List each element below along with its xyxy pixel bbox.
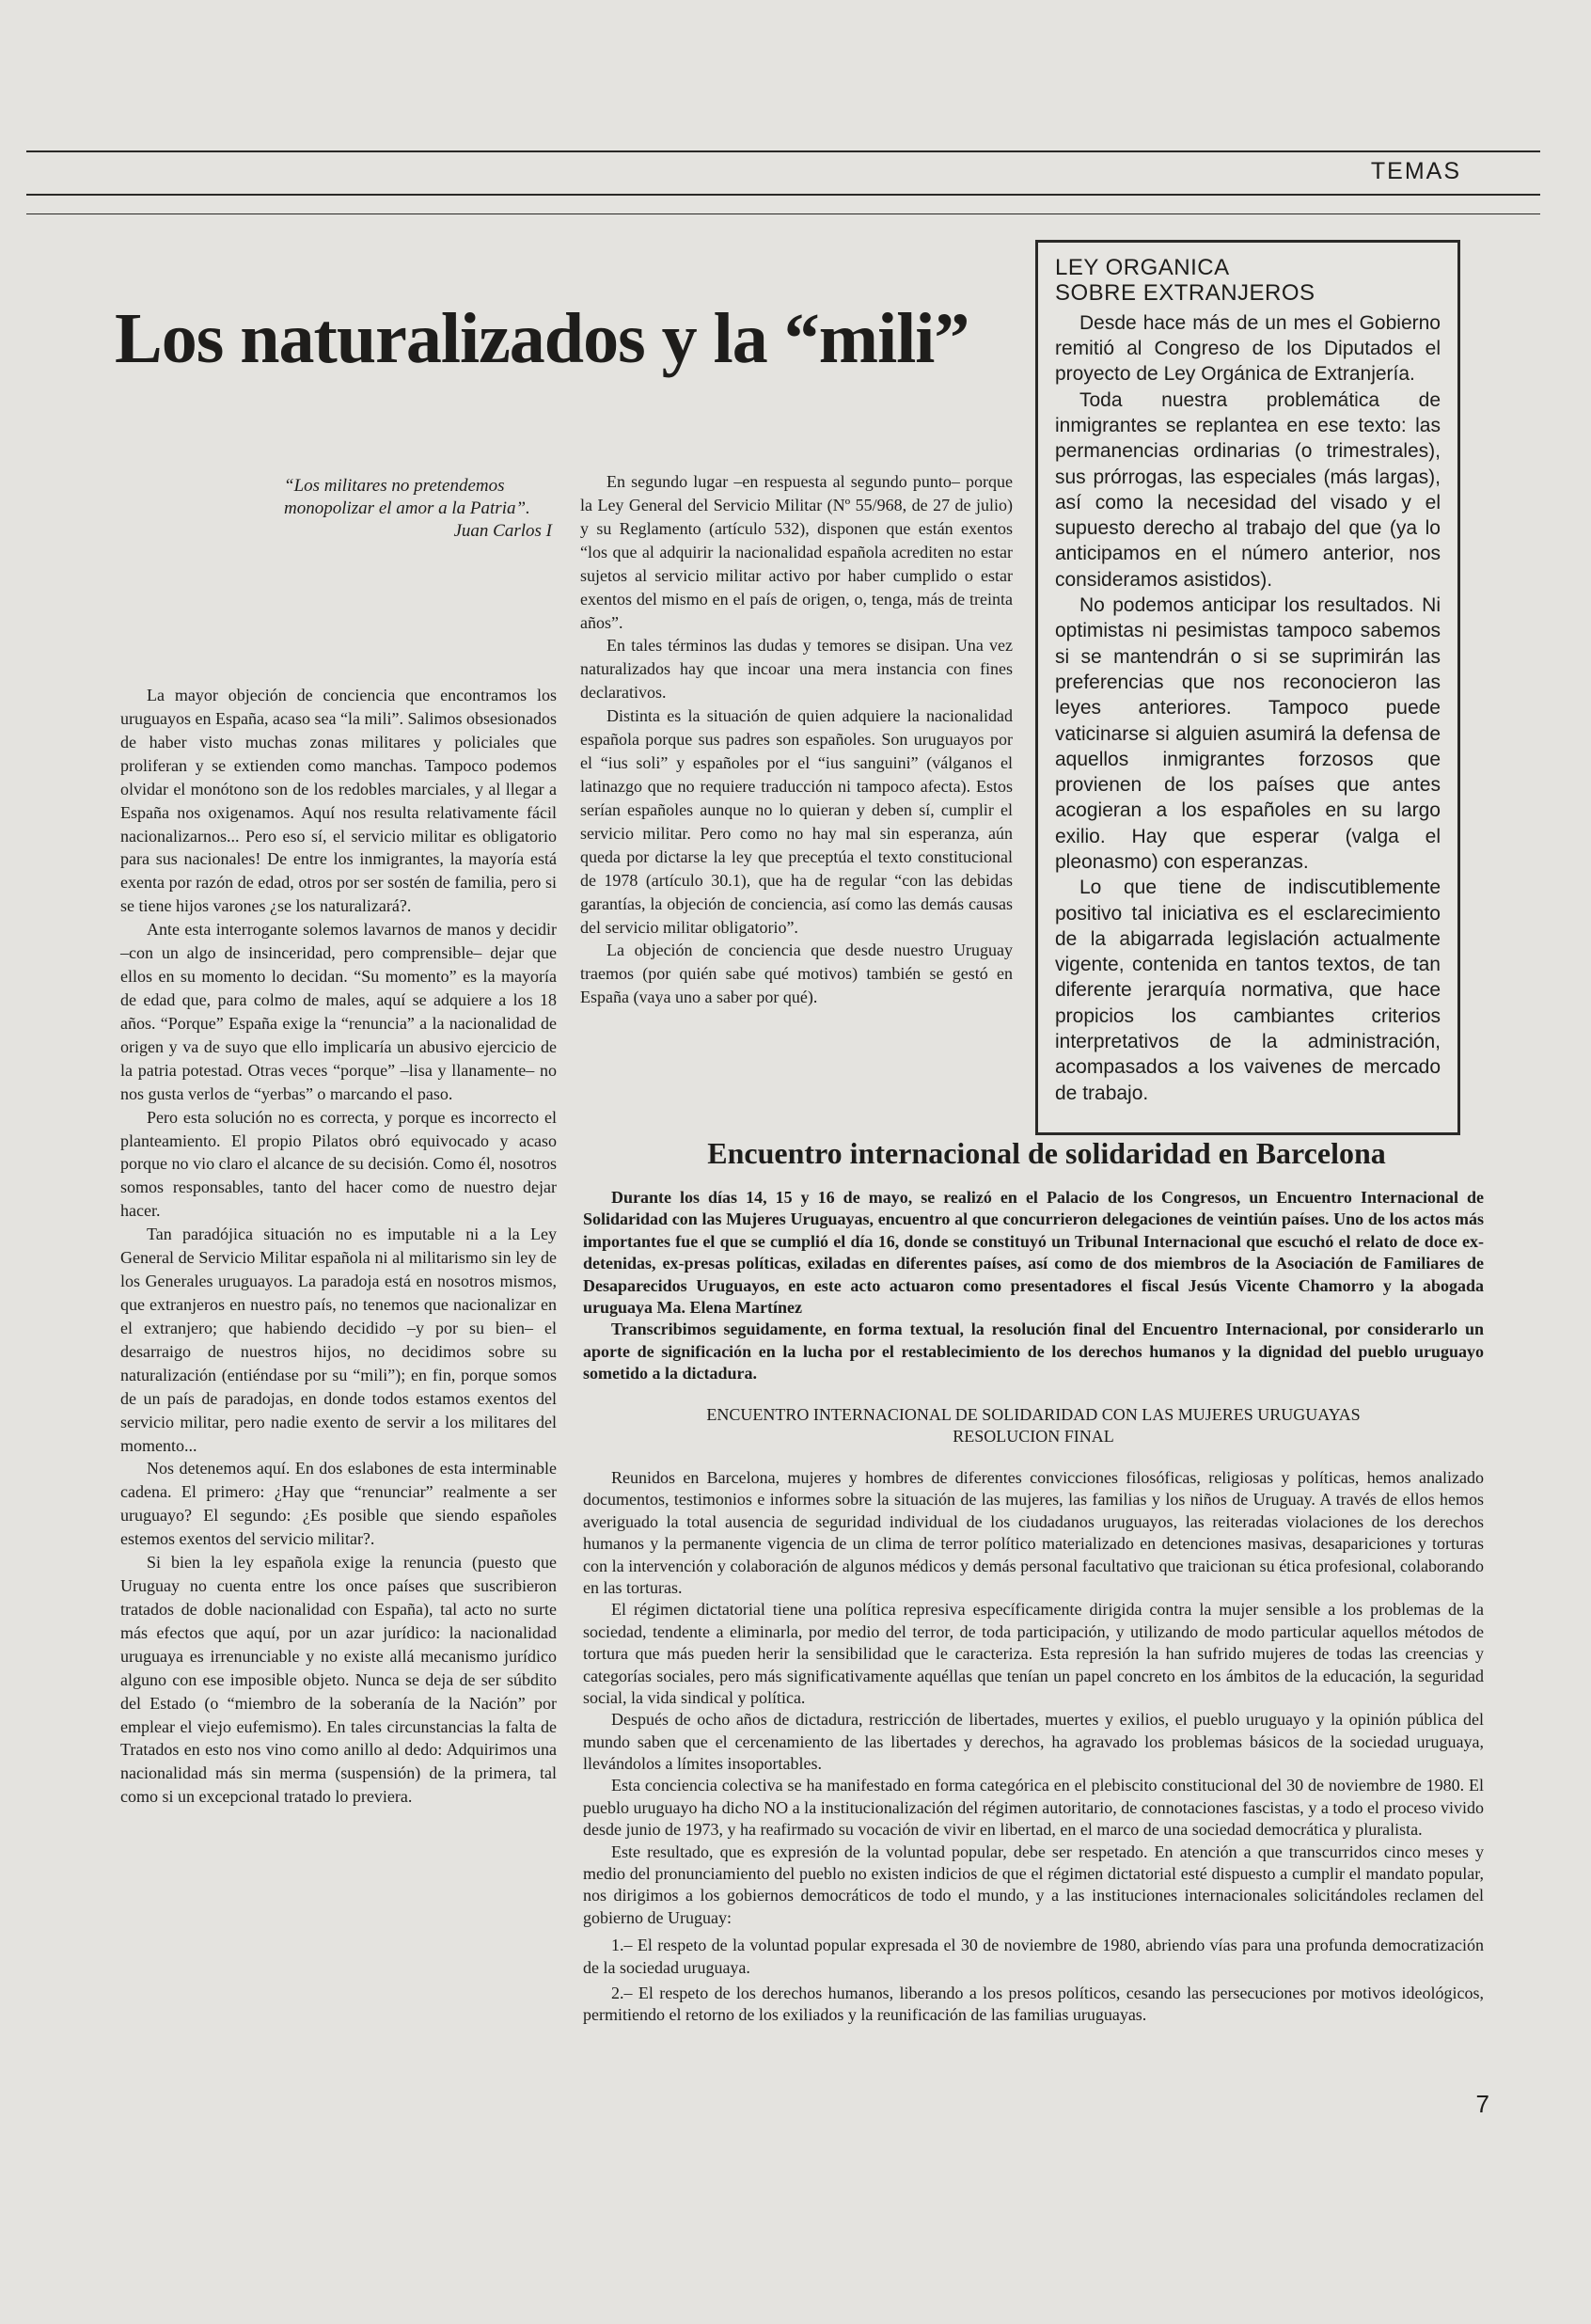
resolution-item: 1.– El respeto de la voluntad popular expresada el 30 de noviembre de 1980, abriendo vías para una profunda democratización de la sociedad uruguaya. [583,1936,1484,1977]
resolution-paragraph: Esta conciencia colectiva se ha manifestado en forma categórica en el plebiscito constitucional del 30 de noviembre de 1980. El pueblo uruguayo ha dicho NO a la institucionalización del régimen autoritario, de connotaciones fascistas, y a todo el proceso vivido desde junio de 1973, y ha reafirmado su vocación de vivir en libertad, en el marco de una sociedad democrática y pluralista. [583,1776,1484,1840]
resolution-paragraph: Este resultado, que es expresión de la voluntad popular, debe ser respetado. En atención a que transcurridos cinco meses y medio del pronunciamiento del pueblo no existen indicios de que el régimen dictatorial esté dispuesto a cumplir el mandato popular, nos dirigimos a los gobiernos democráticos de todo el mundo, y a las instituciones internacionales solicitándoles reclamen del gobierno de Uruguay: [583,1842,1484,1927]
sidebar-paragraph: Toda nuestra problemática de inmigrantes se replantea en ese texto: las permanencias ordinarias (o trimestrales), sus prórrogas, las especiales (más largas), así como la necesidad del visado y el supuesto derecho al trabajo del que (ya lo anticipamos en el número anterior, nos consideramos asistidos). [1055,388,1441,591]
header-rule-bottom [26,194,1540,196]
article-column-2 [580,470,1013,1009]
article-column-1 [120,684,557,1809]
sidebar-paragraph: Lo que tiene de indiscutiblemente positivo tal iniciativa es el esclarecimiento de la abigarrada legislación actualmente vigente, contenida en tantos textos, de tan diferente jerarquía normativa, que hace propicios los cambiantes criterios interpretativos de la administración, acompasados a los vaivenes de mercado de trabajo. [1055,877,1441,1104]
resolution-body [583,1467,1484,2027]
resolution-paragraph: El régimen dictatorial tiene una política represiva específicamente dirigida contra la mujer sensible a los problemas de la sociedad, tendente a eliminarla, por medio del terror, de toda participación, y utilizando de modo particular aquellos métodos de tortura que más pueden herir la sensibilidad que le caracteriza. Esta represión la han sufrido mujeres de todas las creencias y categorías sociales, pero más significativamente aquéllas que tenían un papel concreto en los ámbitos de la educación, la seguridad social, la vida sindical y política. [583,1600,1484,1707]
resolution-subtitle: RESOLUCION FINAL [953,1427,1114,1447]
sidebar-title-line1: LEY ORGANICA [1055,255,1230,280]
epigraph-quote: “Los militares no pretendemos monopolizar el amor a la Patria”. [284,476,530,519]
encuentro-intro-paragraph: Durante los días 14, 15 y 16 de mayo, se realizó en el Palacio de los Congresos, un Encuentro Internacional de Solidaridad con las Mujeres Uruguayas, encuentro al que concurrieron delegaciones de veintiún países. Uno de los actos más importantes fue el que se cumplió el día 16, donde se constituyó un Tribunal Internacional que escuchó el relato de doce ex-detenidas, ex-presas políticas, exiladas en diferentes países, así como de dos miembros de la Asociación de Familiares de Desaparecidos Uruguayos, en este acto actuaron como presentadores el fiscal Jesús Vicente Chamorro y la abogada uruguaya Ma. Elena Martínez [583,1188,1484,1317]
page-number: 7 [1475,2090,1489,2118]
header-rule-bottom-2 [26,213,1540,214]
article-title: Los naturalizados y la “mili” [115,299,969,378]
resolution-paragraph: Reunidos en Barcelona, mujeres y hombres de diferentes convicciones filosóficas, religiosas y políticas, hemos analizado documentos, testimonios e informes sobre la situación de las mujeres, las familias y los niños de Uruguay. A través de ellos hemos averiguado la total ausencia de seguridad individual de los ciudadanos uruguayos, las reiteradas violaciones de los derechos humanos y la permanente vigencia de un clima de terror político materializado en detenciones masivas, desapariciones y torturas con la intervención y colaboración de algunos médicos y demás personal facultativo que traicionan su ética profesional, colaborando en las torturas. [583,1468,1484,1597]
col1-paragraph: Ante esta interrogante solemos lavarnos de manos y decidir –con un algo de insinceridad, pero comprensible– dejar que ellos en su momento lo decidan. “Su momento” es la mayoría de edad que, para colmo de males, aquí se adquiere a los 18 años. “Porque” España exige la “renuncia” a la nacionalidad de origen y va de suyo que ello implicaría un abusivo ejercicio de la patria potestad. Otras veces “porque” –lisa y llanamente– no nos gusta verlos de “yerbas” o marcando el paso. [120,920,557,1103]
epigraph [284,475,552,543]
resolution-title: ENCUENTRO INTERNACIONAL DE SOLIDARIDAD CON LAS MUJERES URUGUAYAS [706,1405,1361,1424]
sidebar-paragraph: Desde hace más de un mes el Gobierno remitió al Congreso de los Diputados el proyecto de Ley Orgánica de Extranjería. [1055,311,1441,386]
col1-paragraph: Si bien la ley española exige la renuncia (puesto que Uruguay no cuenta entre los once países que suscribieron tratados de doble nacionalidad con España), tal acto no surte más efectos que aquí, por un azar jurídico: la nacionalidad uruguaya es irrenunciable y no existe allá mecanismo jurídico alguno con ese imposible objeto. Nunca se deja de ser súbdito del Estado (o “miembro de la soberanía de la Nación” por emplear el viejo eufemismo). En tales circunstancias la falta de Tratados en esto nos vino como anillo al dedo: Adquirimos una nacionalidad más sin merma (suspensión) de la primera, tal como si un excepcional tratado lo previera. [120,1553,557,1807]
header-rule-top [26,150,1540,152]
encuentro-intro [583,1187,1484,1385]
sidebar-box [1035,240,1460,1135]
sidebar-paragraph: No podemos anticipar los resultados. Ni optimistas ni pesimistas tampoco sabemos si se mantendrán o si se suprimirán las preferencias que nos reconocieron las leyes anteriores. Tampoco puede vaticinarse si alguien asumirá la defensa de aquellos inmigrantes forzosos que provienen de los países que antes acogieran a los españoles en su largo exilio. Hay que esperar (valga el pleonasmo) con esperanzas. [1055,594,1441,873]
encuentro-intro-paragraph: Transcribimos seguidamente, en forma textual, la resolución final del Encuentro Internacional, por considerarlo un aporte de significación en la lucha por el restablecimiento de los derechos humanos y la dignidad del pueblo uruguayo sometido a la dictadura. [583,1320,1484,1383]
col1-paragraph: La mayor objeción de conciencia que encontramos los uruguayos en España, acaso sea “la mili”. Salimos obsesionados de haber visto muchas zonas militares y policiales que proliferan y se extienden como manchas. Tampoco podemos olvidar el monótono son de los redobles marciales, y al llegar a España nos oxigenamos. Aquí nos resulta relativamente fácil nacionalizarnos... Pero eso sí, el servicio militar es obligatorio para sus nacionales! De entre los inmigrantes, la mayoría está exenta por razón de edad, otros por ser sostén de familia, pero si se tiene hijos varones ¿se los naturalizará?. [120,686,557,916]
encuentro-title: Encuentro internacional de solidaridad en Barcelona [707,1136,1386,1170]
sidebar-title [1055,256,1441,307]
epigraph-author: Juan Carlos I [453,521,552,542]
resolution-item: 2.– El respeto de los derechos humanos, liberando a los presos políticos, cesando las persecuciones por motivos ideológicos, permitiendo el retorno de los exiliados y la reunificación de las familias uruguayas. [583,1983,1484,2025]
resolution-paragraph: Después de ocho años de dictadura, restricción de libertades, muertes y exilios, el pueblo uruguayo y la opinión pública del mundo saben que el cercenamiento de las libertades y derechos, ha agravado los problemas básicos de la sociedad uruguaya, llevándolos a límites insoportables. [583,1710,1484,1774]
col1-paragraph: Nos detenemos aquí. En dos eslabones de esta interminable cadena. El primero: ¿Hay que “renunciar” realmente a ser uruguayo? El segundo: ¿Es posible que siendo españoles estemos exentos del servicio militar?. [120,1459,557,1549]
section-label: TEMAS [1370,158,1461,184]
col2-paragraph: En tales términos las dudas y temores se disipan. Una vez naturalizados hay que incoar una mera instancia con fines declarativos. [580,636,1013,703]
col1-paragraph: Tan paradójica situación no es imputable ni a la Ley General de Servicio Militar española ni al militarismo sin ley de los Generales uruguayos. La paradoja está en nosotros mismos, que extranjeros en nuestro país, no tenemos que nacionalizar en el extranjero; que habiendo decidido –y por su bien– el desarraigo de nuestros hijos, no decidimos sobre su naturalización (entiéndase por su “mili”); en fin, porque somos de un país de paradojas, en donde todos estamos exentos del servicio militar, pero nadie exento de servir a los militares del momento... [120,1225,557,1455]
resolution-heading [583,1404,1484,1448]
col2-paragraph: En segundo lugar –en respuesta al segundo punto– porque la Ley General del Servicio Militar (Nº 55/968, de 27 de julio) y su Reglamento (artículo 532), disponen que están exentos “los que al adquirir la nacionalidad española acrediten no estar sujetos al servicio militar activo por haber cumplido o estar exentos del mismo en el país de origen, o, tenga, más de treinta años”. [580,472,1013,632]
sidebar-title-line2: SOBRE EXTRANJEROS [1055,279,1315,306]
col1-paragraph: Pero esta solución no es correcta, y porque es incorrecto el planteamiento. El propio Pilatos obró equivocado y acaso porque no vio claro el alcance de su decisión. Como él, nosotros somos responsables, tanto del hacer como de nuestro dejar hacer. [120,1107,557,1221]
col2-paragraph: La objeción de conciencia que desde nuestro Uruguay traemos (por quién sabe qué motivos) también se gestó en España (vaya uno a saber por qué). [580,941,1013,1007]
col2-paragraph: Distinta es la situación de quien adquiere la nacionalidad española porque sus padres son españoles. Son uruguayos por el “ius soli” y españoles por el “ius sanguini” (válganos el latinazgo que no requiere traducción ni tampoco afecta). Estos serían españoles aunque no lo quieran y deben sí, cumplir el servicio militar. Pero como no hay mal sin esperanza, aún queda por dictarse la ley que preceptúa el texto constitucional de 1978 (artículo 30.1), que ha de regular “con las debidas garantías, la objeción de conciencia, así como las demás causas del servicio militar obligatorio”. [580,706,1013,937]
